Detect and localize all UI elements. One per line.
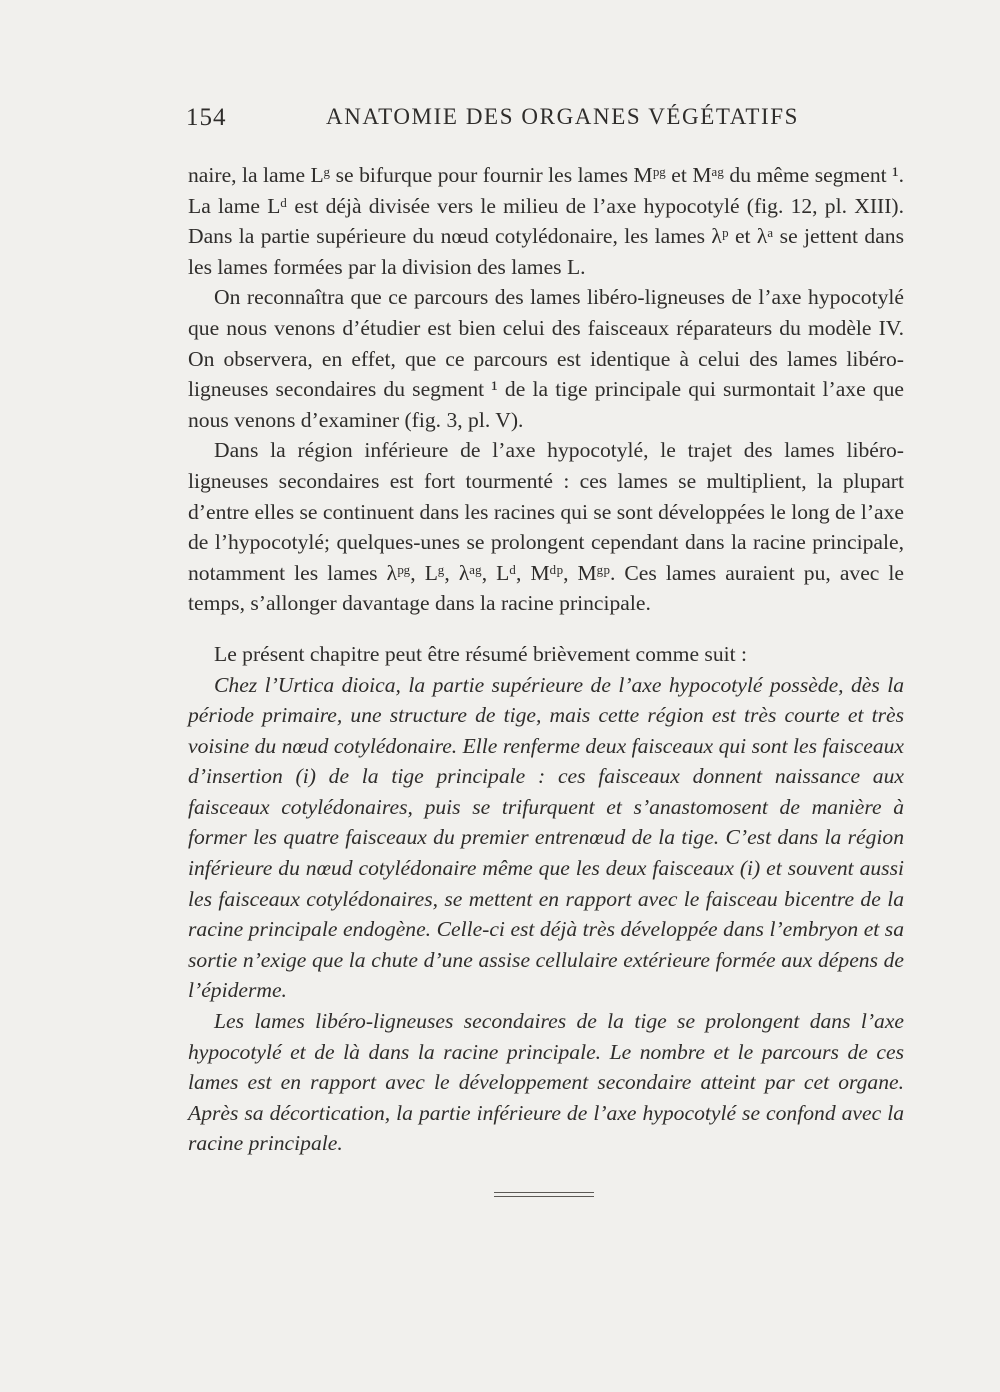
- body-text: [188, 160, 904, 1159]
- paragraph-summary-lames: Les lames libéro-ligneuses secondaires de la tige se prolongent dans l’axe hypocotylé et de là dans la racine principale. Le nombre et le parcours de ces lames est en rapport avec le développement secondaire atteint par cet organe. Après sa décortication, la partie inférieure de l’axe hypocotylé se confond avec la racine principale.: [188, 1009, 904, 1156]
- end-of-chapter-rule: [494, 1192, 594, 1197]
- running-title: ANATOMIE DES ORGANES VÉGÉTATIFS: [326, 104, 800, 129]
- paragraph-summary-intro: Le présent chapitre peut être résumé brièvement comme suit :: [214, 641, 748, 666]
- page-header: [186, 104, 906, 144]
- paragraph-summary-urtica: Chez l’Urtica dioica, la partie supérieure de l’axe hypocotylé possède, dès la période primaire, une structure de tige, mais cette région est très courte et très voisine du nœud cotylédonaire. Elle renferme deux faisceaux qui sont les faisceaux d’insertion (i) de la tige principale : ces faisceaux donnent naissance aux faisceaux cotylédonaires, puis se trifurquent et s’anastomosent de manière à former les quatre faisceaux du premier entrenœud de la tige. C’est dans la région inférieure du nœud cotylédonaire même que les deux faisceaux (i) et souvent aussi les faisceaux cotylédonaires, se mettent en rapport avec le faisceau bicentre de la racine principale endogène. Celle-ci est déjà très développée dans l’embryon et sa sortie n’exige que la chute d’une assise cellulaire extérieure formée aux dépens de l’épiderme.: [188, 672, 904, 1003]
- paragraph-lower-region: Dans la région inférieure de l’axe hypocotylé, le trajet des lames libéro-ligneuses secondaires est fort tourmenté : ces lames se multiplient, la plupart d’entre elles se continuent dans les racines qui se sont développées le long de l’axe de l’hypocotylé; quelques-unes se prolongent cependant dans la racine principale, notamment les lames λᵖᵍ, Lᵍ, λᵃᵍ, Lᵈ, Mᵈᵖ, Mᵍᵖ. Ces lames auraient pu, avec le temps, s’allonger davantage dans la racine principale.: [188, 438, 904, 616]
- page-number: 154: [186, 104, 227, 131]
- paragraph-continuation: naire, la lame Lᵍ se bifurque pour fournir les lames Mᵖᵍ et Mᵃᵍ du même segment ¹. La lame Lᵈ est déjà divisée vers le milieu de l’axe hypocotylé (fig. 12, pl. XIII). Dans la partie supérieure du nœud cotylédonaire, les lames λᵖ et λᵃ se jettent dans les lames formées par la division des lames L.: [188, 163, 904, 279]
- paragraph-model-iv: On reconnaîtra que ce parcours des lames libéro-ligneuses de l’axe hypocotylé que nous venons d’étudier est bien celui des faisceaux réparateurs du modèle IV. On observera, en effet, que ce parcours est identique à celui des lames libéro-ligneuses secondaires du segment ¹ de la tige principale qui surmontait l’axe que nous venons d’examiner (fig. 3, pl. V).: [188, 285, 904, 432]
